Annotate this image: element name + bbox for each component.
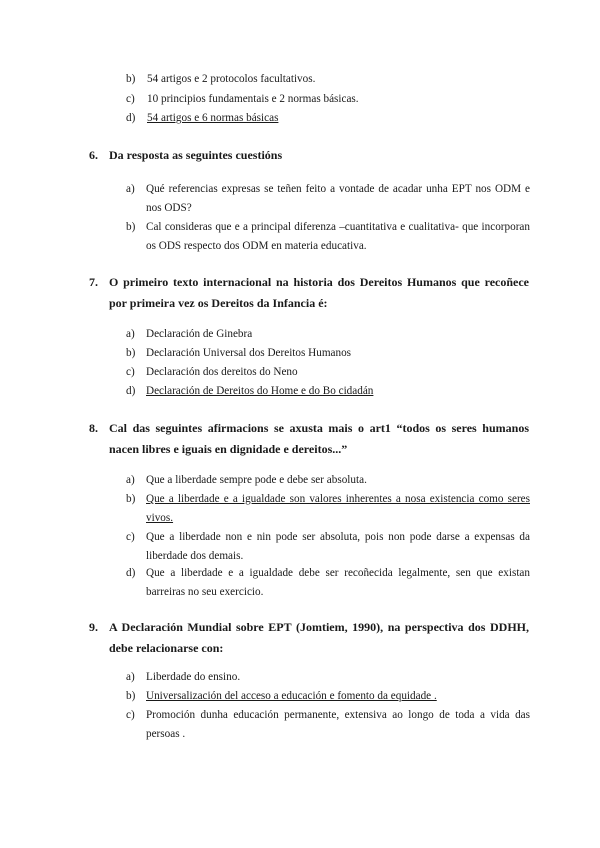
question-9 (89, 617, 529, 659)
question-6 (89, 145, 529, 166)
option-text: Declaración de Ginebra (146, 328, 253, 340)
list-item (126, 325, 530, 344)
list-item (126, 382, 530, 401)
question-number: 7. (89, 275, 98, 289)
option-text: 54 artigos e 2 protocolos facultativos. (147, 73, 316, 85)
option-text-underlined: Declaración de Dereitos do Home e do Bo cidadán (146, 385, 374, 397)
option-text-underlined: Que a liberdade e a igualdade son valores inherentes a nosa existencia como seres vivos. (146, 493, 530, 524)
list-item (126, 109, 530, 128)
option-label: d) (126, 567, 136, 579)
option-text: Declaración dos dereitos do Neno (146, 366, 298, 378)
question-title: Da resposta as seguintes cuestións (109, 148, 283, 162)
option-label: b) (126, 690, 136, 702)
list-item (126, 218, 530, 256)
option-text: Liberdade do ensino. (146, 671, 241, 683)
question-number: 6. (89, 148, 98, 162)
option-label: b) (126, 347, 136, 359)
option-label: b) (126, 73, 136, 85)
option-label: c) (126, 709, 135, 721)
option-label: c) (126, 93, 135, 105)
list-item (126, 180, 530, 218)
option-text-underlined: 54 artigos e 6 normas básicas (147, 112, 279, 124)
option-label: c) (126, 531, 135, 543)
list-item (126, 668, 530, 687)
question-title: O primeiro texto internacional na historia dos Dereitos Humanos que recoñece por primeira vez os Dereitos da Infancia é: (109, 275, 529, 310)
question-title: A Declaración Mundial sobre EPT (Jomtiem, 1990), na perspectiva dos DDHH, debe relacionarse con: (109, 620, 529, 655)
option-label: a) (126, 183, 135, 195)
option-text: Que a liberdade non e nin pode ser absoluta, pois non pode darse a expensas da liberdade dos demais. (146, 531, 530, 562)
option-text-underlined: Universalización del acceso a educación e fomento da equidade . (146, 690, 437, 702)
list-item (126, 706, 530, 744)
option-label: c) (126, 366, 135, 378)
list-item (126, 564, 530, 602)
question-number: 9. (89, 620, 98, 634)
question-number: 8. (89, 421, 98, 435)
option-label: b) (126, 221, 136, 233)
option-label: b) (126, 493, 136, 505)
list-item (126, 687, 530, 706)
option-label: a) (126, 671, 135, 683)
question-8 (89, 418, 529, 460)
list-item (126, 90, 530, 109)
list-item (126, 471, 530, 490)
option-text: 10 principios fundamentais e 2 normas básicas. (147, 93, 359, 105)
option-label: a) (126, 328, 135, 340)
list-item (126, 490, 530, 528)
list-item (126, 528, 530, 566)
option-text: Que a liberdade sempre pode e debe ser absoluta. (146, 474, 367, 486)
option-label: d) (126, 385, 136, 397)
option-label: d) (126, 112, 136, 124)
option-label: a) (126, 474, 135, 486)
question-7 (89, 272, 529, 314)
option-text: Que a liberdade e a igualdade debe ser recoñecida legalmente, sen que existan barreiras no seu exercicio. (146, 567, 530, 598)
list-item (126, 70, 530, 89)
option-text: Promoción dunha educación permanente, extensiva ao longo de toda a vida das persoas . (146, 709, 530, 740)
option-text: Qué referencias expresas se teñen feito a vontade de acadar unha EPT nos ODM e nos ODS? (146, 183, 530, 214)
list-item (126, 344, 530, 363)
option-text: Cal consideras que e a principal diferenza –cuantitativa e cualitativa- que incorporan os ODS respecto dos ODM en materia educativa. (146, 221, 530, 252)
question-title: Cal das seguintes afirmacions se axusta mais o art1 “todos os seres humanos nacen libres e iguais en dignidade e dereitos...” (109, 421, 529, 456)
option-text: Declaración Universal dos Dereitos Humanos (146, 347, 352, 359)
list-item (126, 363, 530, 382)
